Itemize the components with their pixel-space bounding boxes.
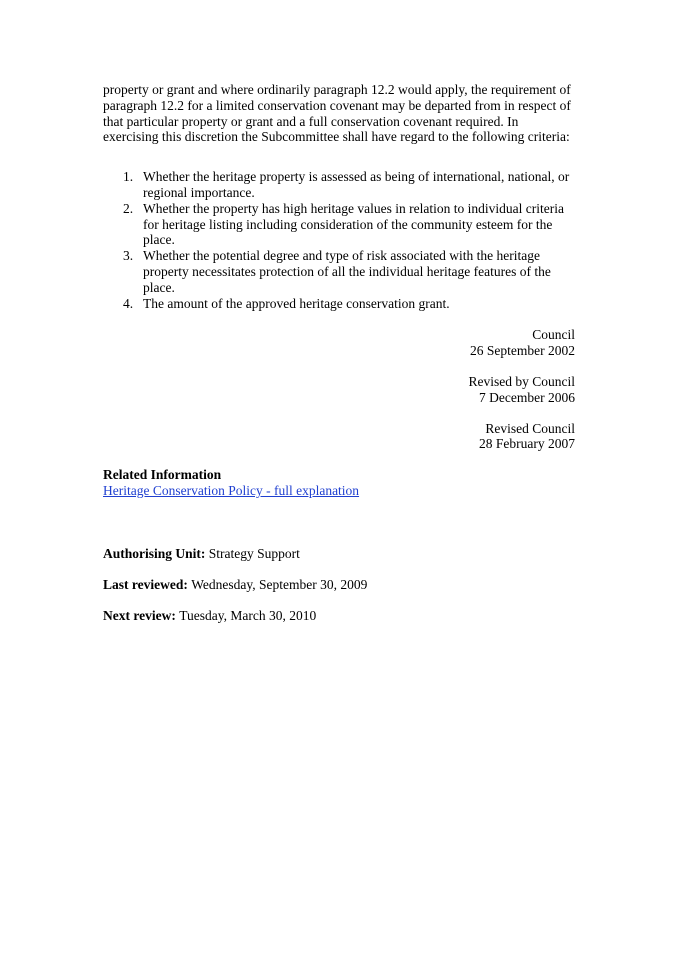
heritage-policy-link[interactable]: Heritage Conservation Policy - full explanation xyxy=(103,482,360,498)
criteria-number: 2. xyxy=(123,200,134,216)
last-reviewed xyxy=(103,577,575,593)
approval-history xyxy=(103,327,575,452)
document-metadata xyxy=(103,546,575,624)
criteria-text: Whether the heritage property is assessed as being of international, national, or regional importance. xyxy=(143,169,570,200)
criteria-item xyxy=(103,296,575,312)
next-review xyxy=(103,608,575,624)
approval-date: 7 December 2006 xyxy=(479,389,575,405)
criteria-text: The amount of the approved heritage conservation grant. xyxy=(143,295,450,311)
approval-date: 28 February 2007 xyxy=(479,436,575,452)
approval-body: Council xyxy=(532,327,575,343)
last-reviewed-label: Last reviewed: xyxy=(103,577,192,593)
next-review-label: Next review: xyxy=(103,608,180,624)
intro-paragraph: property or grant and where ordinarily paragraph 12.2 would apply, the requirement of paragraph 12.2 for a limited conservation covenant may be departed from in respect of that particular property or grant and a full conservation covenant required. In exercising this discretion the Subcommittee shall have regard to the following criteria: xyxy=(103,82,571,145)
criteria-list xyxy=(103,169,575,311)
approval-entry xyxy=(103,421,575,453)
next-review-value: Tuesday, March 30, 2010 xyxy=(179,608,317,624)
related-information xyxy=(103,467,575,499)
approval-entry xyxy=(103,327,575,359)
criteria-number: 3. xyxy=(123,248,134,264)
criteria-item xyxy=(103,201,575,248)
approval-body: Revised Council xyxy=(485,420,575,436)
authorising-unit-value: Strategy Support xyxy=(208,545,300,561)
criteria-number: 4. xyxy=(123,295,134,311)
approval-date: 26 September 2002 xyxy=(470,343,575,359)
criteria-item xyxy=(103,169,575,201)
criteria-number: 1. xyxy=(123,169,134,185)
related-information-heading: Related Information xyxy=(103,467,222,483)
approval-body: Revised by Council xyxy=(468,373,575,389)
authorising-unit xyxy=(103,546,575,562)
authorising-unit-label: Authorising Unit: xyxy=(103,545,209,561)
criteria-text: Whether the property has high heritage values in relation to individual criteria for heritage listing including consideration of the community esteem for the place. xyxy=(143,200,564,248)
criteria-item xyxy=(103,248,575,295)
last-reviewed-value: Wednesday, September 30, 2009 xyxy=(191,577,368,593)
document-page xyxy=(103,82,575,640)
approval-entry xyxy=(103,374,575,406)
criteria-text: Whether the potential degree and type of risk associated with the heritage property necessitates protection of all the individual heritage features of the place. xyxy=(143,248,551,295)
